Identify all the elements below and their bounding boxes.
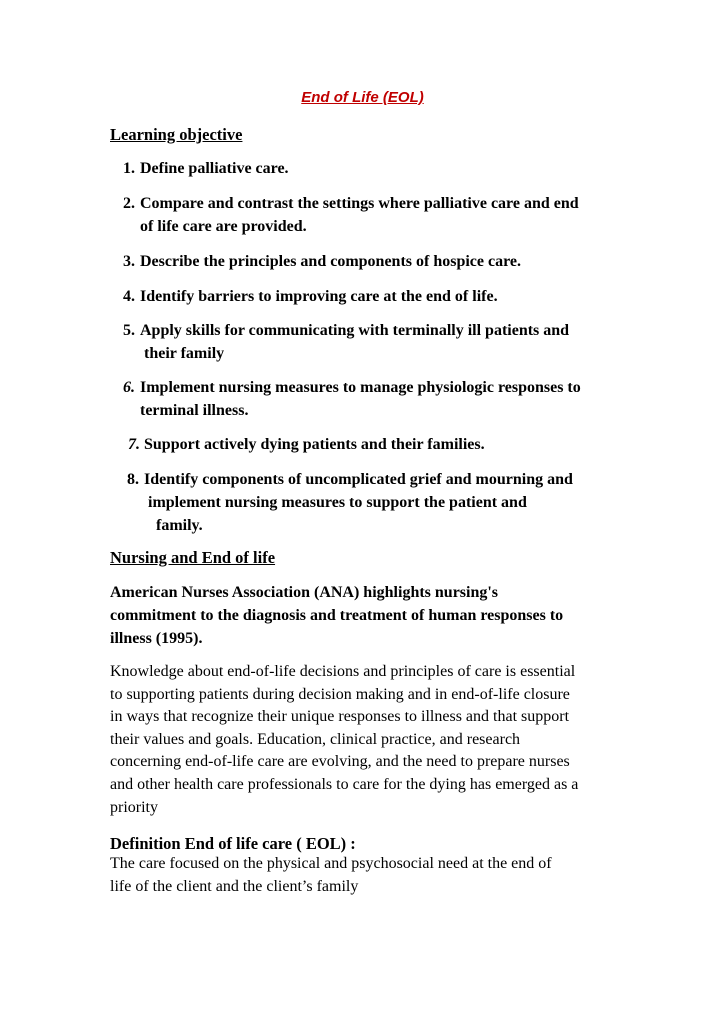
objective-text: implement nursing measures to support the patient and [148,494,527,511]
definition-heading: Definition End of life care ( EOL) : [110,834,356,853]
paragraph-line: The care focused on the physical and psychosocial need at the end of [110,855,552,872]
objective-item-4 [123,285,498,308]
objective-item-1 [123,157,289,180]
ana-paragraph [110,581,630,650]
objective-item-6 [123,376,581,422]
objective-text: Identify barriers to improving care at the end of life. [140,288,498,305]
paragraph-line: and other health care professionals to care for the dying has emerged as a [110,775,579,793]
objective-text: Support actively dying patients and their families. [144,436,485,453]
paragraph-line: in ways that recognize their unique responses to illness and that support [110,708,570,726]
objective-text: Define palliative care. [140,160,289,177]
objective-text: family. [156,517,203,534]
objective-text: Implement nursing measures to manage physiologic responses to [140,379,581,396]
paragraph-line: their values and goals. Education, clinical practice, and research [110,730,521,748]
objective-item-8 [127,468,573,537]
nursing-section-heading: Nursing and End of life [110,548,276,567]
definition-paragraph [110,853,630,898]
objective-text: Identify components of uncomplicated grief and mourning and [144,471,573,488]
paragraph-line: commitment to the diagnosis and treatment of human responses to [110,607,564,624]
objective-number: 8. [127,471,139,488]
objective-item-2 [123,192,579,238]
objective-text: Describe the principles and components of hospice care. [140,253,522,270]
page-title: End of Life (EOL) [301,89,424,106]
objective-number: 4. [123,288,135,305]
knowledge-paragraph [110,661,630,819]
objective-text: terminal illness. [140,402,249,419]
paragraph-line: life of the client and the client’s family [110,877,359,895]
objective-text: Apply skills for communicating with terminally ill patients and [140,322,570,339]
objective-item-3 [123,250,521,273]
objective-item-7 [128,433,485,456]
objective-text: their family [144,345,225,362]
learning-objective-heading: Learning objective [110,125,243,144]
objective-number: 2. [123,195,135,212]
objective-number: 7. [128,436,140,453]
objective-item-5 [123,319,569,365]
paragraph-line: priority [110,798,158,816]
paragraph-line: to supporting patients during decision making and in end-of-life closure [110,685,570,703]
objective-number: 5. [123,322,135,339]
paragraph-line: Knowledge about end-of-life decisions and principles of care is essential [110,663,576,680]
paragraph-line: concerning end-of-life care are evolving, and the need to prepare nurses [110,753,570,771]
objective-number: 1. [123,160,135,177]
paragraph-line: American Nurses Association (ANA) highlights nursing's [110,584,499,601]
objective-number: 3. [123,253,135,270]
paragraph-line: illness (1995). [110,630,203,647]
objective-text: of life care are provided. [140,218,307,235]
objective-text: Compare and contrast the settings where palliative care and end [140,195,579,212]
objective-number: 6. [123,379,135,396]
